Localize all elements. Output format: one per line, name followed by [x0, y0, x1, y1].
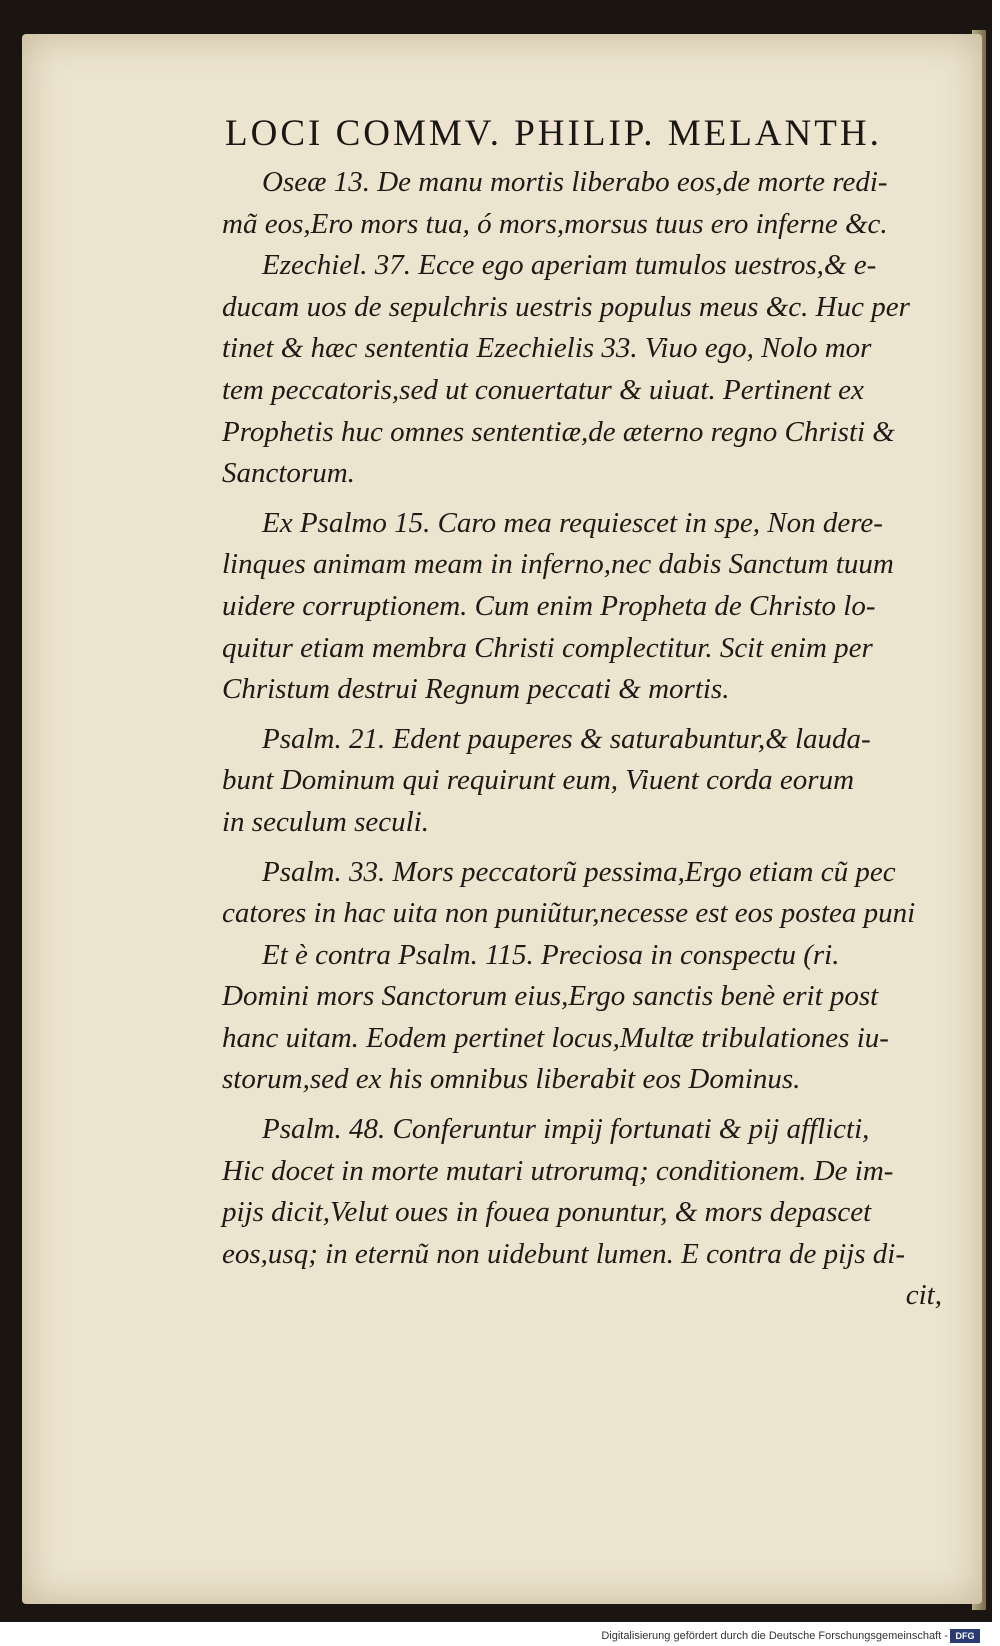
- paragraph-gap: [222, 495, 942, 503]
- dfg-logo: DFG: [950, 1629, 980, 1643]
- text-line: bunt Dominum qui requirunt eum, Viuent corda eorum: [222, 764, 855, 797]
- text-line: Domini mors Sanctorum eius,Ergo sanctis benè erit post: [222, 980, 879, 1013]
- text-line: pijs dicit,Velut oues in fouea ponuntur, & mors depascet: [222, 1196, 872, 1229]
- text-line: quitur etiam membra Christi complectitur. Scit enim per: [222, 631, 873, 664]
- catchword: cit,: [905, 1279, 942, 1312]
- text-line: Psalm. 48. Conferuntur impij fortunati & pij afflicti,: [262, 1113, 870, 1146]
- text-line: storum,sed ex his omnibus liberabit eos Dominus.: [222, 1063, 801, 1096]
- text-line: hanc uitam. Eodem pertinet locus,Multæ tribulationes iu-: [222, 1021, 889, 1054]
- text-line: Prophetis huc omnes sententiæ,de æterno regno Christi &: [222, 415, 895, 448]
- text-line: Hic docet in morte mutari utrorumq; conditionem. De im-: [222, 1154, 894, 1187]
- text-line: Et è contra Psalm. 115. Preciosa in conspectu (ri.: [262, 938, 840, 971]
- text-line: Oseæ 13. De manu mortis liberabo eos,de morte redi-: [262, 166, 888, 198]
- text-line: Psalm. 33. Mors peccatorũ pessima,Ergo etiam cũ pec: [262, 855, 896, 888]
- paragraph-gap: [222, 844, 942, 852]
- text-line: tem peccatoris,sed ut conuertatur & uiuat. Pertinent ex: [222, 373, 864, 406]
- paragraph-gap: [222, 711, 942, 719]
- text-line: eos,usq; in eternũ non uidebunt lumen. E contra de pijs di-: [222, 1237, 906, 1270]
- text-line: in seculum seculi.: [222, 805, 429, 838]
- text-line: Ezechiel. 37. Ecce ego aperiam tumulos uestros,& e-: [262, 249, 877, 282]
- text-line: Christum destrui Regnum peccati & mortis.: [222, 673, 730, 706]
- text-line: ducam uos de sepulchris uestris populus meus &c. Huc per: [222, 290, 910, 323]
- text-line: tinet & hæc sententia Ezechielis 33. Viuo ego, Nolo mor: [222, 332, 872, 365]
- text-line: catores in hac uita non puniũtur,necesse est eos postea puni: [222, 897, 916, 930]
- text-line: mã eos,Ero mors tua, ó mors,morsus tuus ero inferne &c.: [222, 207, 888, 240]
- body-text: [222, 162, 942, 1317]
- text-line: linques animam meam in inferno,nec dabis Sanctum tuum: [222, 548, 894, 581]
- funding-notice: Digitalisierung gefördert durch die Deutsche Forschungsgemeinschaft -: [601, 1630, 948, 1642]
- text-line: Sanctorum.: [222, 457, 355, 490]
- text-line: Psalm. 21. Edent pauperes & saturabuntur,& lauda-: [262, 722, 871, 755]
- text-line: Ex Psalmo 15. Caro mea requiescet in spe, Non dere-: [262, 506, 883, 539]
- running-head: LOCI COMMV. PHILIP. MELANTH.: [225, 113, 882, 154]
- paragraph-gap: [222, 1101, 942, 1109]
- text-line: uidere corruptionem. Cum enim Propheta de Christo lo-: [222, 589, 876, 622]
